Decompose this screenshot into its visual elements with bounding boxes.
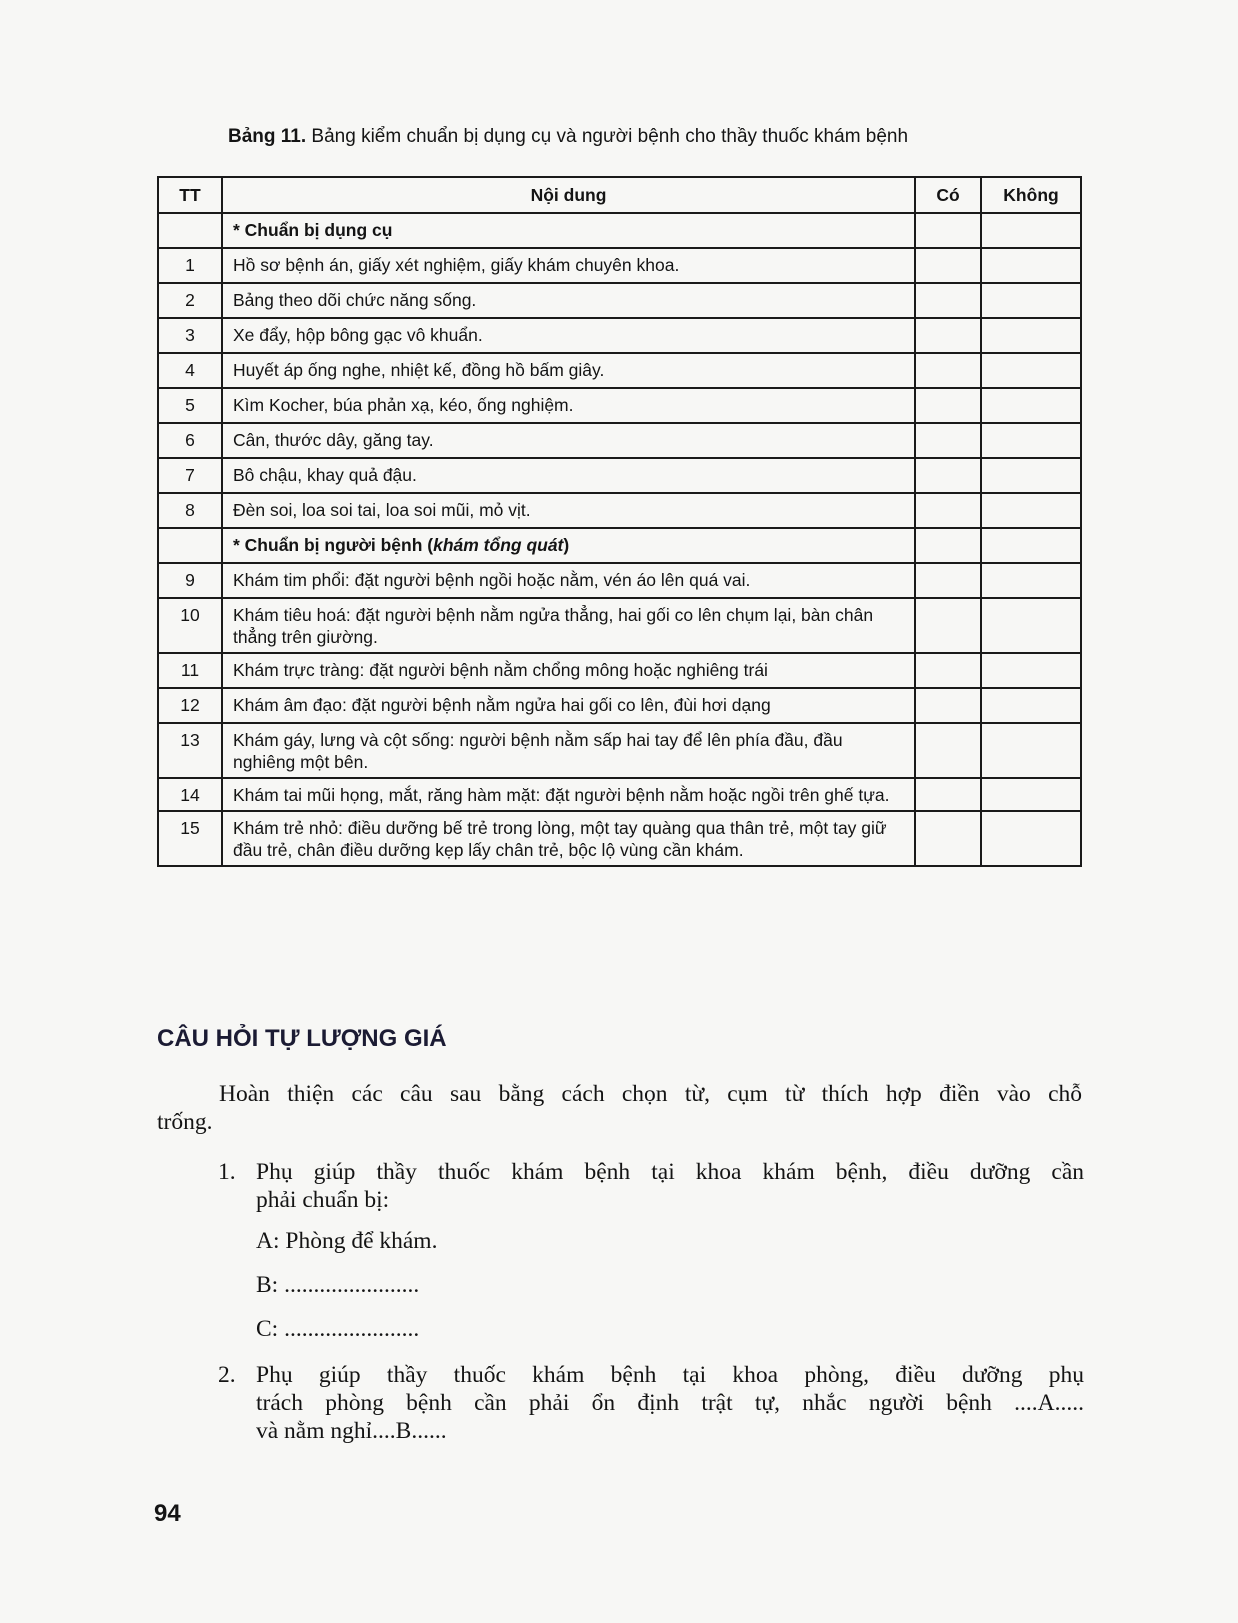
checkbox-cell-co[interactable] xyxy=(915,423,981,458)
row-content: Khám trực tràng: đặt người bệnh nằm chổng mông hoặc nghiêng trái xyxy=(222,653,915,688)
table-row xyxy=(158,598,1081,653)
checkbox-cell-co[interactable] xyxy=(915,653,981,688)
checkbox-cell-co[interactable] xyxy=(915,811,981,866)
row-number: 3 xyxy=(158,318,222,353)
section-title-patient-emphasis: khám tổng quát xyxy=(433,535,564,555)
checkbox-cell-co[interactable] xyxy=(915,563,981,598)
row-number: 10 xyxy=(158,598,222,653)
question-text-line: phải chuẩn bị: xyxy=(256,1187,390,1213)
checkbox-cell-co[interactable] xyxy=(915,318,981,353)
row-content: Cân, thước dây, găng tay. xyxy=(222,423,915,458)
row-number: 13 xyxy=(158,723,222,778)
instructions-line-1: Hoàn thiện các câu sau bằng cách chọn từ, cụm từ thích hợp điền vào chỗ xyxy=(219,1081,1082,1107)
row-content: Bô chậu, khay quả đậu. xyxy=(222,458,915,493)
table-row xyxy=(158,353,1081,388)
checkbox-cell-khong[interactable] xyxy=(981,493,1081,528)
table-row xyxy=(158,493,1081,528)
question-text-line: Phụ giúp thầy thuốc khám bệnh tại khoa phòng, điều dưỡng phụ xyxy=(256,1362,1084,1388)
table-row xyxy=(158,811,1081,866)
question-1 xyxy=(218,1158,1084,1214)
row-number: 5 xyxy=(158,388,222,423)
header-tt: TT xyxy=(158,177,222,213)
table-caption-label: Bảng 11. xyxy=(228,126,307,147)
checkbox-cell-khong[interactable] xyxy=(981,811,1081,866)
checkbox-cell-co[interactable] xyxy=(915,598,981,653)
question-number: 1. xyxy=(218,1159,236,1185)
checkbox-cell-co[interactable] xyxy=(915,388,981,423)
question-number: 2. xyxy=(218,1362,236,1388)
table-row xyxy=(158,723,1081,778)
checkbox-cell-co[interactable] xyxy=(915,283,981,318)
row-number: 1 xyxy=(158,248,222,283)
checkbox-cell-khong[interactable] xyxy=(981,563,1081,598)
section-title-patient: * Chuẩn bị người bệnh (khám tổng quát) xyxy=(222,528,915,563)
checkbox-cell-khong[interactable] xyxy=(981,688,1081,723)
row-number: 9 xyxy=(158,563,222,598)
table-row xyxy=(158,283,1081,318)
checkbox-cell-co[interactable] xyxy=(915,248,981,283)
row-content: Kìm Kocher, búa phản xạ, kéo, ống nghiệm. xyxy=(222,388,915,423)
table-row xyxy=(158,563,1081,598)
row-content: Đèn soi, loa soi tai, loa soi mũi, mỏ vịt. xyxy=(222,493,915,528)
row-content: Khám tai mũi họng, mắt, răng hàm mặt: đặt người bệnh nằm hoặc ngồi trên ghế tựa. xyxy=(222,778,915,811)
table-row xyxy=(158,778,1081,811)
checkbox-cell-khong[interactable] xyxy=(981,283,1081,318)
row-content: Khám âm đạo: đặt người bệnh nằm ngửa hai gối co lên, đùi hơi dạng xyxy=(222,688,915,723)
row-content: Xe đẩy, hộp bông gạc vô khuẩn. xyxy=(222,318,915,353)
checkbox-cell-co[interactable] xyxy=(915,778,981,811)
table-row xyxy=(158,248,1081,283)
answer-blank-b[interactable]: B: ....................... xyxy=(256,1272,420,1298)
checkbox-cell-co[interactable] xyxy=(915,353,981,388)
checkbox-cell-khong[interactable] xyxy=(981,723,1081,778)
checkbox-cell-co[interactable] xyxy=(915,688,981,723)
row-number: 12 xyxy=(158,688,222,723)
header-content: Nội dung xyxy=(222,177,915,213)
table-row xyxy=(158,423,1081,458)
table-row xyxy=(158,688,1081,723)
checkbox-cell-co[interactable] xyxy=(915,528,981,563)
checkbox-cell-khong[interactable] xyxy=(981,353,1081,388)
checkbox-cell-khong[interactable] xyxy=(981,318,1081,353)
section-heading-self-assessment: CÂU HỎI TỰ LƯỢNG GIÁ xyxy=(157,1025,447,1052)
section-row-equipment xyxy=(158,213,1081,248)
table-row xyxy=(158,458,1081,493)
row-content: Khám tiêu hoá: đặt người bệnh nằm ngửa thẳng, hai gối co lên chụm lại, bàn chân thẳng trên giường. xyxy=(222,598,915,653)
checkbox-cell-khong[interactable] xyxy=(981,778,1081,811)
table-row xyxy=(158,318,1081,353)
answer-option-a: A: Phòng để khám. xyxy=(256,1228,438,1254)
checkbox-cell-co[interactable] xyxy=(915,723,981,778)
checklist-table xyxy=(157,176,1082,867)
checkbox-cell-khong[interactable] xyxy=(981,598,1081,653)
row-number: 6 xyxy=(158,423,222,458)
question-2 xyxy=(218,1361,1084,1445)
checkbox-cell-khong[interactable] xyxy=(981,458,1081,493)
checkbox-cell-khong[interactable] xyxy=(981,388,1081,423)
table-caption-text: Bảng kiểm chuẩn bị dụng cụ và người bệnh cho thầy thuốc khám bệnh xyxy=(306,126,909,147)
table-row xyxy=(158,388,1081,423)
row-number: 14 xyxy=(158,778,222,811)
row-number: 11 xyxy=(158,653,222,688)
section-title-equipment: * Chuẩn bị dụng cụ xyxy=(222,213,915,248)
section-row-patient xyxy=(158,528,1081,563)
table-caption xyxy=(228,126,908,148)
checkbox-cell-khong[interactable] xyxy=(981,653,1081,688)
question-text-line: trách phòng bệnh cần phải ổn định trật tự, nhắc người bệnh ....A..... xyxy=(256,1390,1084,1416)
row-number: 7 xyxy=(158,458,222,493)
instructions-paragraph xyxy=(157,1080,1082,1136)
table-row xyxy=(158,653,1081,688)
question-text-line: và nằm nghỉ....B...... xyxy=(256,1418,447,1444)
checkbox-cell-co[interactable] xyxy=(915,213,981,248)
row-number: 2 xyxy=(158,283,222,318)
question-text-line: Phụ giúp thầy thuốc khám bệnh tại khoa khám bệnh, điều dưỡng cần xyxy=(256,1159,1084,1185)
row-content: Khám trẻ nhỏ: điều dưỡng bế trẻ trong lòng, một tay quàng qua thân trẻ, một tay giữ đầu trẻ, chân điều dưỡng kẹp lấy chân trẻ, bộc lộ vùng cần khám. xyxy=(222,811,915,866)
checkbox-cell-co[interactable] xyxy=(915,493,981,528)
checkbox-cell-khong[interactable] xyxy=(981,248,1081,283)
row-number: 8 xyxy=(158,493,222,528)
checkbox-cell-khong[interactable] xyxy=(981,423,1081,458)
row-number: 15 xyxy=(158,811,222,866)
row-content: Bảng theo dõi chức năng sống. xyxy=(222,283,915,318)
row-content: Hồ sơ bệnh án, giấy xét nghiệm, giấy khám chuyên khoa. xyxy=(222,248,915,283)
row-content: Huyết áp ống nghe, nhiệt kế, đồng hồ bấm giây. xyxy=(222,353,915,388)
row-content: Khám gáy, lưng và cột sống: người bệnh nằm sấp hai tay để lên phía đầu, đầu nghiêng một bên. xyxy=(222,723,915,778)
answer-blank-c[interactable]: C: ....................... xyxy=(256,1316,420,1342)
table-header-row xyxy=(158,177,1081,213)
page-number: 94 xyxy=(154,1500,181,1527)
header-co: Có xyxy=(915,177,981,213)
checkbox-cell-khong[interactable] xyxy=(981,213,1081,248)
checkbox-cell-khong[interactable] xyxy=(981,528,1081,563)
row-number: 4 xyxy=(158,353,222,388)
checkbox-cell-co[interactable] xyxy=(915,458,981,493)
header-khong: Không xyxy=(981,177,1081,213)
instructions-line-2: trống. xyxy=(157,1109,213,1135)
row-content: Khám tim phổi: đặt người bệnh ngồi hoặc nằm, vén áo lên quá vai. xyxy=(222,563,915,598)
